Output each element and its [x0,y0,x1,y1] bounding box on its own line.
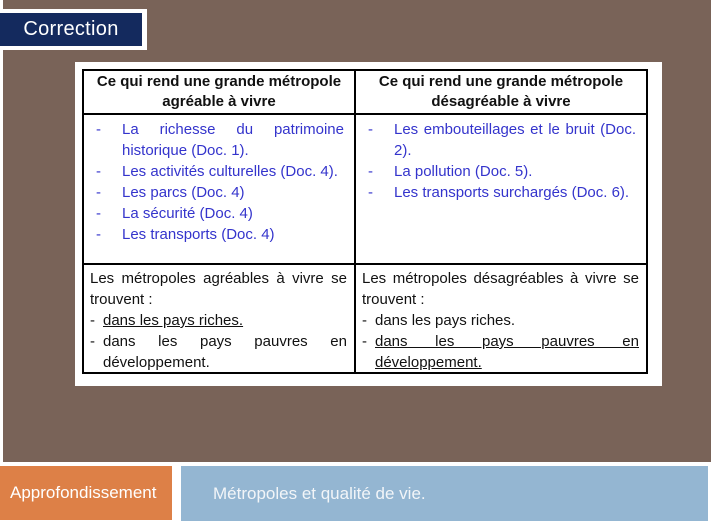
list-item [368,161,636,182]
list-item [96,119,344,161]
dash-marker [362,310,375,331]
pleasant-location-cell [84,265,356,372]
location-option-text: dans les pays pauvres en développement. [375,333,639,371]
list-item-text: Les transports surchargés (Doc. 6). [394,184,630,201]
dash-marker [96,182,122,203]
list-item-text: Les embouteillages et le bruit (Doc. 2). [394,121,636,159]
list-item [96,203,344,224]
title-box-inner [0,13,142,46]
dash-marker [368,182,394,203]
list-item-text: Les parcs (Doc. 4) [122,184,245,201]
list-item [96,224,344,245]
location-option-text: dans les pays pauvres en développement. [103,333,347,371]
dash-marker [96,224,122,245]
list-item [96,161,344,182]
dash-marker [96,161,122,182]
page-title: Correction [23,18,119,40]
location-option-text: dans les pays riches. [103,312,244,329]
dash-marker [362,331,375,372]
unpleasant-location-cell [356,265,646,372]
list-item [368,119,636,161]
header-cell-pleasant: Ce qui rend une grande métropole agréable à vivre [84,71,356,115]
content-panel [75,62,662,386]
dash-marker [96,119,122,161]
list-item-text: La pollution (Doc. 5). [394,163,533,180]
list-item [96,182,344,203]
list-item-text: Les transports (Doc. 4) [122,226,275,243]
location-option [362,331,639,372]
location-option [362,310,639,331]
footer-banner-subject [181,466,708,521]
header-cell-unpleasant: Ce qui rend une grande métropole désagréable à vivre [356,71,646,115]
list-item-text: La richesse du patrimoine historique (Doc. 1). [122,121,344,159]
list-item-text: Les activités culturelles (Doc. 4). [122,163,338,180]
location-option [90,331,347,372]
comparison-table [82,69,648,374]
location-option [90,310,347,331]
footer-left-label: Approfondissement [10,483,157,502]
dash-marker [368,119,394,161]
intro-text: Les métropoles désagréables à vivre se trouvent : [362,270,639,308]
footer-right-label: Métropoles et qualité de vie. [213,483,426,503]
list-item-text: La sécurité (Doc. 4) [122,205,253,222]
title-box [0,9,147,50]
dash-marker [96,203,122,224]
dash-marker [90,331,103,372]
dash-marker [90,310,103,331]
pleasant-list [84,115,356,265]
location-option-text: dans les pays riches. [375,312,516,329]
intro-text: Les métropoles agréables à vivre se trouvent : [90,270,347,308]
unpleasant-list [356,115,646,265]
dash-marker [368,161,394,182]
list-item [368,182,636,203]
footer-tab-approfondissement [0,466,172,520]
